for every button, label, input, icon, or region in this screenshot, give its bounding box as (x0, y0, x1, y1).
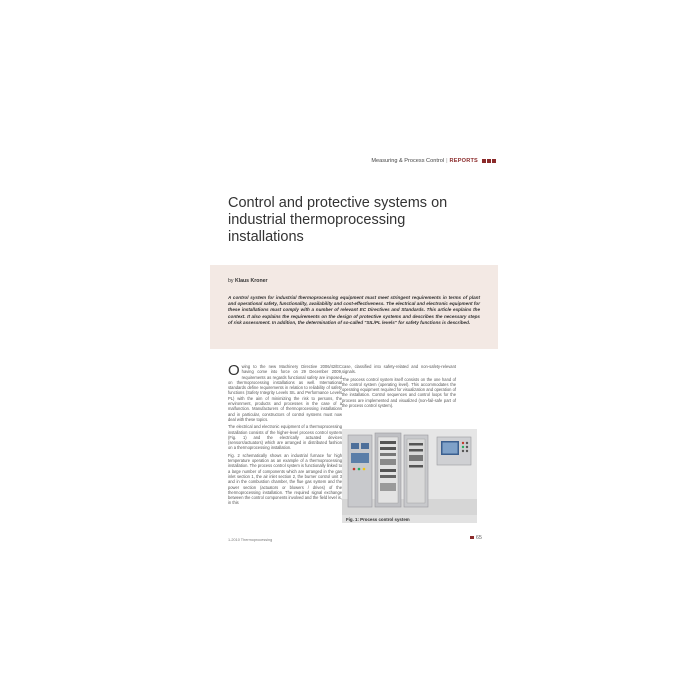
header-separator: | (446, 158, 448, 164)
body-column-left (228, 364, 342, 508)
page-number (470, 535, 482, 541)
article-title: Control and protective systems on industrial thermoprocessing installations (228, 195, 448, 245)
square-icon (470, 536, 474, 540)
body-paragraph: case, classified into safety-related and non-safety-relevant signals. (342, 364, 456, 375)
byline-prefix: by (228, 278, 234, 284)
page-number-text: 65 (475, 535, 482, 541)
section-label: Measuring & Process Control (371, 158, 445, 164)
square-icon (492, 159, 496, 163)
author-name: Klaus Kroner (234, 278, 268, 284)
figure-caption: Fig. 1: Process control system (346, 517, 410, 522)
figure-process-control-system (342, 429, 477, 523)
body-paragraph: The process control system itself consists on the one hand of the control system (operating level). This accommodates the operating equipment required for visualization and operation of the installation. Control sequences and control loops for the process are implemented and visualized (non-fail-safe part of the process control system). (342, 376, 456, 409)
article-page (212, 150, 496, 550)
square-icon (487, 159, 491, 163)
body-paragraph (228, 364, 342, 422)
footer-issue: 1-2010 Thermoprocessing (228, 538, 273, 542)
body-column-right (342, 364, 456, 410)
byline (228, 278, 268, 284)
drop-cap: O (228, 362, 240, 379)
abstract-text: A control system for industrial thermoprocessing equipment must meet stringent requirements in terms of plant and operational safety, functionality, availability and cost-effectiveness. The electrical and electronic equipment for these installations must comply with a number of relevant EC Directives and Standards. This article explains the context. It also explains the requirements on the design of protective systems and describes the necessary steps of risk assessment. In addition, the determination of so-called "SIL/PL levels" for safety functions is described. (228, 295, 480, 325)
square-icon (482, 159, 486, 163)
control-cabinets-image (342, 429, 477, 515)
category-label: REPORTS (449, 158, 478, 164)
body-paragraph: Fig. 2 schematically shows an industrial furnace for high temperature operation as an example of a thermoprocessing installation. The process control system is functionally linked to a large number of components which are arranged in the gas inlet section 1, the air inlet section 2, the burner control unit 3 and in the combustion chamber, the flue gas system and the power section (actuators or blowers / drives) of the thermoprocessing installation. The required signal exchange between the control components involved and the field level is, in this (228, 452, 342, 506)
paragraph-text: wing to the new Machinery Directive 2006/42/EC having come into force on 29 December 2009, requirements as regards functional safety are imposed on thermoprocessing installations as well. International standards define requirements in relation to reliability of safety functions (Safety Integrity Levels SIL and Performance Levels PL) with the aim of minimizing the risk to persons, the environment, products and processes in the case of a malfunction. Manufacturers of thermoprocessing installations and in particular, constructors of control systems must now deal with these topics. (228, 364, 342, 422)
body-paragraph: The electrical and electronic equipment of a thermoprocessing installation consists of the higher-level process control system (Fig. 1) and the electrically actuated devices (sensors/actuators) which are arranged in distributed fashion on a thermoprocessing installation. (228, 424, 342, 451)
running-header (371, 158, 496, 164)
